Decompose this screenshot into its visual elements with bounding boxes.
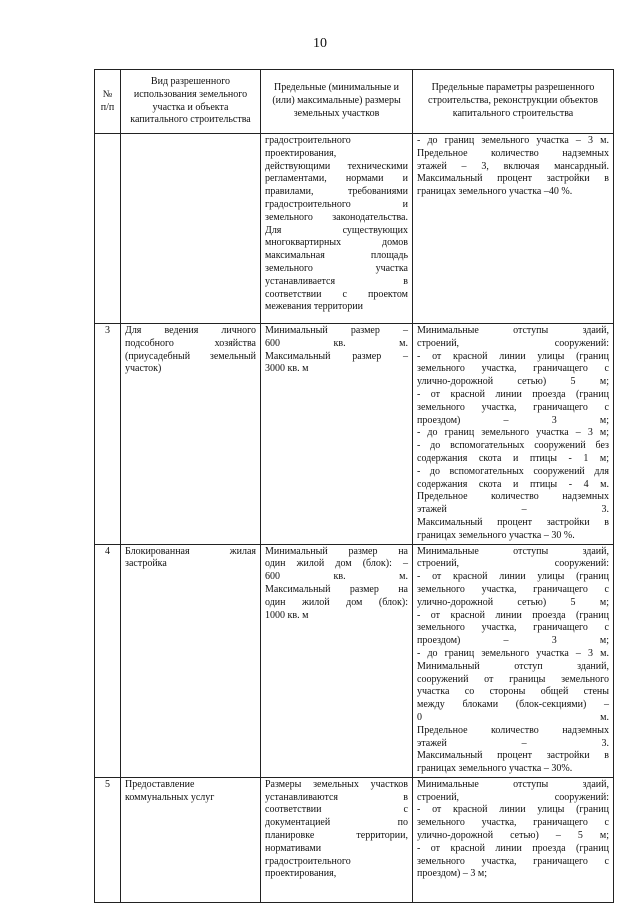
table-row: [95, 324, 614, 545]
param-line: - от красной линии улицы (границ: [417, 571, 609, 583]
param-line: Максимальный процент застройки в: [417, 173, 609, 185]
size-line: градостроительного и: [265, 198, 408, 210]
plot-size-cell: [261, 324, 413, 545]
param-line: - от красной линии улицы (границ: [417, 350, 609, 362]
param-line: улично-дорожной сетью) 5 м;: [417, 376, 609, 388]
param-line: 0 м.: [417, 711, 609, 723]
param-line: границах земельного участка – 30%.: [417, 763, 573, 775]
size-line: Максимальный размер –: [265, 350, 408, 362]
size-line: Минимальный размер на: [265, 545, 408, 557]
param-line: улично-дорожной сетью) 5 м;: [417, 596, 609, 608]
size-line: соответствии с: [265, 804, 408, 816]
param-line: границах земельного участка – 30 %.: [417, 529, 575, 541]
construction-params-cell: [413, 324, 614, 545]
param-line: Максимальный процент застройки в: [417, 516, 609, 528]
param-line: Минимальные отступы здаий,: [417, 778, 609, 790]
size-line: 3000 кв. м: [265, 363, 309, 375]
use-line: Предоставление: [125, 778, 195, 790]
page-number: 10: [313, 36, 327, 51]
param-line: строений, сооружений:: [417, 791, 609, 803]
plot-size-cell: [261, 777, 413, 902]
header-construction-params: Предельные параметры разрешенного строительства, реконструкции объектов капитального строительства: [413, 70, 614, 134]
param-line: - до границ земельного участка – 3 м.: [417, 135, 609, 146]
param-line: проездом) – 3 м;: [417, 868, 487, 880]
table-row: [95, 777, 614, 902]
size-line: один жилой дом (блок):: [265, 596, 408, 608]
param-line: Максимальный процент застройки в: [417, 750, 609, 762]
size-line: устанавливаются в: [265, 791, 408, 803]
size-line: проектирования,: [265, 147, 337, 159]
param-line: - от красной линии улицы (границ: [417, 804, 609, 816]
param-line: земельного участка, граничащего с: [417, 855, 609, 867]
param-line: между блоками (блок-секциями) –: [417, 699, 609, 711]
param-line: Минимальные отступы здаий,: [417, 545, 609, 557]
plot-size-cell: [261, 544, 413, 777]
size-line: проектирования,: [265, 868, 337, 880]
header-plot-size: Предельные (минимальные и (или) максимальные) размеры земельных участков: [261, 70, 413, 134]
permitted-use-cell: [121, 324, 261, 545]
use-line: подсобного хозяйства: [125, 337, 256, 349]
size-line: правилами, требованиями: [265, 186, 408, 198]
size-line: Размеры земельных участков: [265, 778, 408, 790]
use-line: Для ведения личного: [125, 325, 256, 336]
size-line: многоквартирных домов: [265, 237, 408, 249]
size-line: документацией по: [265, 817, 408, 829]
param-line: строений, сооружений:: [417, 337, 609, 349]
permitted-use-cell: [121, 544, 261, 777]
table-header-row: [95, 70, 614, 134]
size-line: Минимальный размер –: [265, 325, 408, 336]
param-line: содержания скота и птицы - 4 м.: [417, 478, 609, 490]
param-line: земельного участка, граничащего с: [417, 401, 609, 413]
table-row: [95, 544, 614, 777]
size-line: 1000 кв. м: [265, 609, 309, 621]
param-line: улично-дорожной сетью) – 5 м;: [417, 830, 609, 842]
size-line: нормативами: [265, 842, 322, 854]
size-line: устанавливается в: [265, 275, 408, 287]
param-line: - от красной линии проезда (границ: [417, 388, 609, 400]
table-row: [95, 134, 614, 324]
param-line: этажей – 3.: [417, 737, 609, 749]
param-line: Предельное количество надземных: [417, 724, 609, 736]
param-line: - до вспомогательных сооружений без: [417, 440, 609, 452]
param-line: земельного участка, граничащего с: [417, 583, 609, 595]
size-line: земельного участка: [265, 262, 408, 274]
param-line: земельного участка, граничащего с: [417, 817, 609, 829]
row-number: [95, 134, 121, 324]
size-line: земельного законодательства.: [265, 211, 408, 223]
size-line: 600 кв. м.: [265, 337, 408, 349]
permitted-use-cell: [121, 777, 261, 902]
use-line: застройка: [125, 558, 167, 570]
size-line: максимальная площадь: [265, 250, 408, 262]
size-line: регламентами, нормами и: [265, 173, 408, 185]
param-line: - до границ земельного участка – 3 м;: [417, 427, 609, 439]
param-line: - от красной линии проезда (границ: [417, 842, 609, 854]
regulations-table: [94, 69, 614, 903]
use-line: участок): [125, 363, 162, 375]
size-line: 600 кв. м.: [265, 571, 408, 583]
header-permitted-use: Вид разрешенного использования земельного участка и объекта капитального строительства: [121, 70, 261, 134]
param-line: - от красной линии проезда (границ: [417, 609, 609, 621]
construction-params-cell: [413, 777, 614, 902]
size-line: градостроительного: [265, 135, 351, 146]
size-line: Максимальный размер на: [265, 583, 408, 595]
param-line: Минимальные отступы здаий,: [417, 325, 609, 336]
row-number: 5: [95, 777, 121, 902]
param-line: участка со стороны общей стены: [417, 686, 609, 698]
size-line: соответствии с проектом: [265, 288, 408, 300]
param-line: строений, сооружений:: [417, 558, 609, 570]
param-line: проездом) – 3 м;: [417, 635, 609, 647]
param-line: Предельное количество надземных: [417, 491, 609, 503]
size-line: Для существующих: [265, 224, 408, 236]
size-line: один жилой дом (блок): –: [265, 558, 408, 570]
size-line: планировке территории,: [265, 830, 408, 842]
construction-params-cell: [413, 134, 614, 324]
construction-params-cell: [413, 544, 614, 777]
param-line: земельного участка, граничащего с: [417, 622, 609, 634]
param-line: - до вспомогательных сооружений для: [417, 465, 609, 477]
param-line: границах земельного участка –40 %.: [417, 186, 573, 198]
size-line: межевания территории: [265, 301, 363, 313]
use-line: (приусадебный земельный: [125, 350, 256, 362]
permitted-use-cell: [121, 134, 261, 324]
param-line: Минимальный отступ зданий,: [417, 660, 609, 672]
use-line: Блокированная жилая: [125, 545, 256, 557]
header-number: № п/п: [95, 70, 121, 134]
size-line: градостроительного: [265, 855, 351, 867]
param-line: земельного участка, граничащего с: [417, 363, 609, 375]
param-line: Предельное количество надземных: [417, 147, 609, 159]
use-line: коммунальных услуг: [125, 791, 215, 803]
size-line: действующими техническими: [265, 160, 408, 172]
param-line: этажей – 3.: [417, 504, 609, 516]
param-line: проездом) – 3 м;: [417, 414, 609, 426]
param-line: этажей – 3, включая мансардный.: [417, 160, 609, 172]
row-number: 3: [95, 324, 121, 545]
param-line: содержания скота и птицы - 1 м;: [417, 452, 609, 464]
row-number: 4: [95, 544, 121, 777]
param-line: - до границ земельного участка – 3 м.: [417, 647, 609, 659]
param-line: сооружений от границы земельного: [417, 673, 609, 685]
plot-size-cell: [261, 134, 413, 324]
